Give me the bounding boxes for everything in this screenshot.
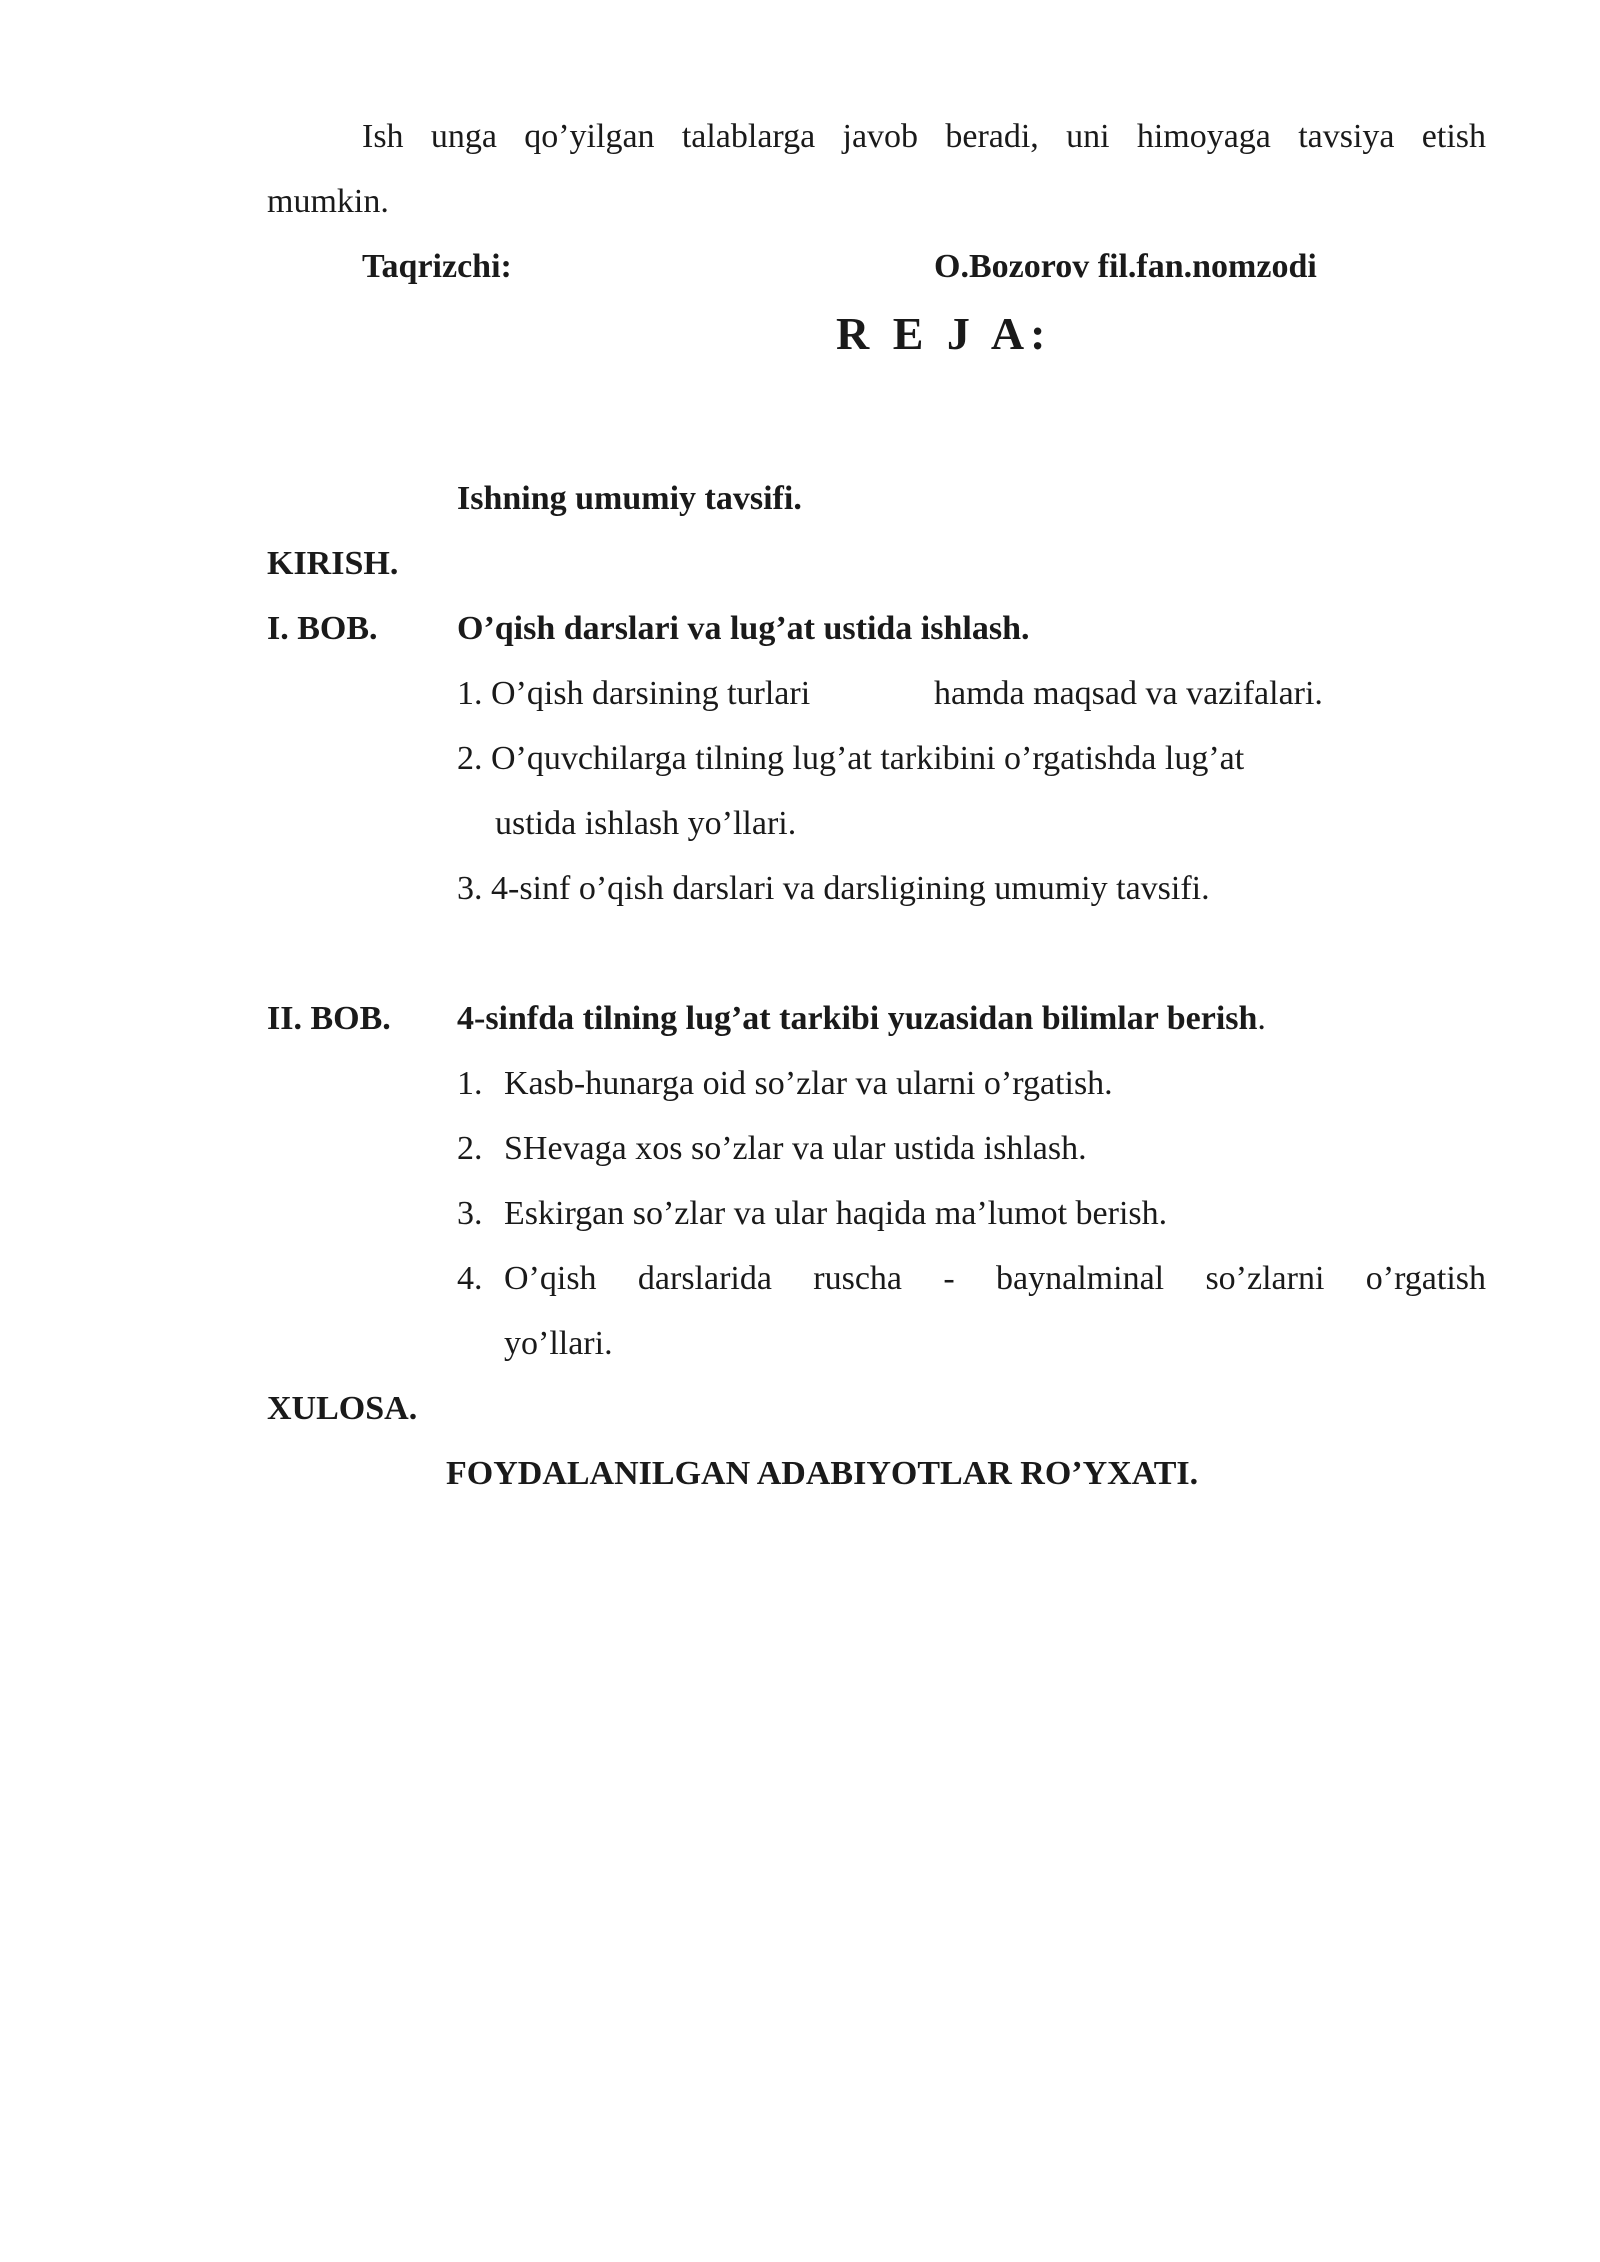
chapter2-label: II. BOB.	[267, 1000, 391, 1037]
chapter2-item-4-line2: yo’llari.	[504, 1325, 613, 1362]
toc-intro-heading: KIRISH.	[267, 545, 399, 582]
chapter2-item-4-num: 4.	[457, 1260, 483, 1297]
chapter2-title: 4-sinfda tilning lug’at tarkibi yuzasidan bilimlar berish	[457, 1000, 1258, 1037]
intro-line-1: Ish unga qo’yilgan talablarga javob beradi, uni himoyaga tavsiya etish	[362, 118, 1486, 155]
toc-references: FOYDALANILGAN ADABIYOTLAR RO’YXATI.	[446, 1455, 1199, 1492]
plan-title: R E J A:	[836, 308, 1052, 359]
reviewer-label: Taqrizchi:	[362, 248, 512, 285]
chapter1-item-1-suffix: hamda maqsad va vazifalari.	[934, 675, 1323, 712]
chapter2-item-2: SHevaga xos so’zlar va ular ustida ishlash.	[504, 1130, 1087, 1167]
chapter1-item-1-prefix: 1. O’qish darsining turlari	[457, 675, 811, 712]
chapter2-title-line	[457, 999, 1266, 1039]
reviewer-name: O.Bozorov fil.fan.nomzodi	[934, 248, 1317, 285]
chapter2-item-3-num: 3.	[457, 1195, 483, 1232]
chapter2-title-end: .	[1257, 1000, 1266, 1037]
chapter2-item-1: Kasb-hunarga oid so’zlar va ularni o’rgatish.	[504, 1065, 1113, 1102]
chapter1-item-3: 3. 4-sinf o’qish darslari va darsligining umumiy tavsifi.	[457, 870, 1210, 907]
chapter1-item-2-line2: ustida ishlash yo’llari.	[495, 805, 797, 842]
chapter1-label: I. BOB.	[267, 610, 378, 647]
toc-general: Ishning umumiy tavsifi.	[457, 480, 802, 517]
chapter1-title: O’qish darslari va lug’at ustida ishlash.	[457, 610, 1030, 647]
intro-line-2: mumkin.	[267, 183, 389, 220]
chapter2-item-4-line1: O’qish darslarida ruscha - baynalminal so’zlarni o’rgatish	[504, 1260, 1486, 1297]
chapter2-item-1-num: 1.	[457, 1065, 483, 1102]
chapter2-item-2-num: 2.	[457, 1130, 483, 1167]
chapter2-item-3: Eskirgan so’zlar va ular haqida ma’lumot berish.	[504, 1195, 1168, 1232]
chapter1-item-2-line1: 2. O’quvchilarga tilning lug’at tarkibini o’rgatishda lug’at	[457, 740, 1245, 777]
toc-conclusion: XULOSA.	[267, 1390, 418, 1427]
